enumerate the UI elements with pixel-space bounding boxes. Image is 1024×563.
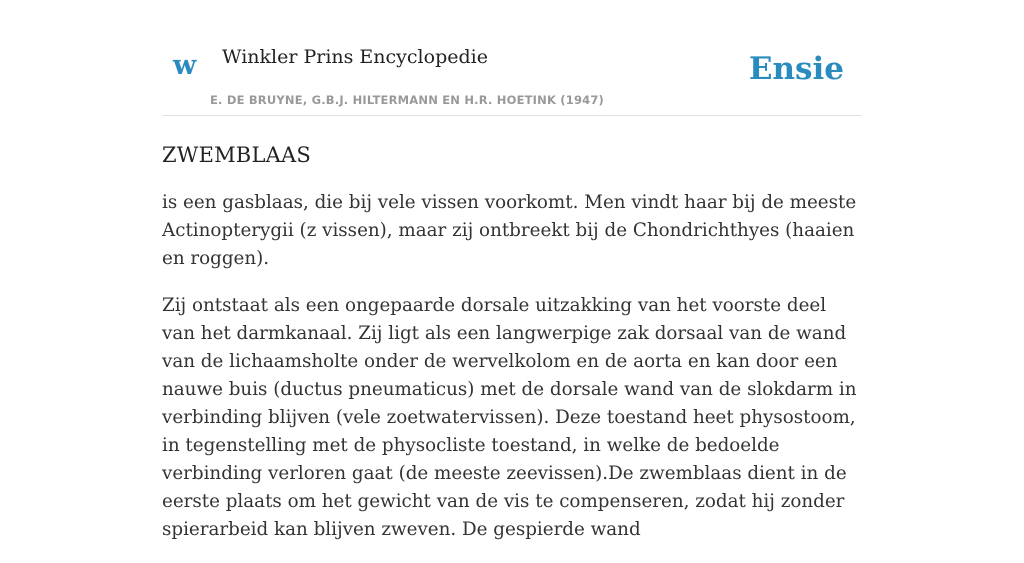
page (162, 0, 862, 563)
source-authors: E. DE BRUYNE, G.B.J. HILTERMANN EN H.R. HOETINK (1947) (210, 93, 605, 107)
article-title: ZWEMBLAAS (162, 143, 311, 167)
article-paragraph: is een gasblaas, die bij vele vissen voorkomt. Men vindt haar bij de meeste Actinopterygii (z vissen), maar zij ontbreekt bij de Chondrichthyes (haaien en roggen). (162, 192, 857, 270)
ensie-logo-link[interactable]: Ensie (748, 51, 844, 87)
source-title[interactable]: Winkler Prins Encyclopedie (222, 46, 488, 68)
source-logo-icon[interactable]: w (173, 50, 197, 81)
source-header (162, 0, 862, 116)
article-body (162, 189, 862, 544)
article-paragraph: Zij ontstaat als een ongepaarde dorsale uitzakking van het voorste deel van het darmkanaal. Zij ligt als een langwerpige zak dorsaal van de wand van de lichaamsholte onder de wervelkolom en de aorta en kan door een nauwe buis (ductus pneumaticus) met de dorsale wand van de slokdarm in verbinding blijven (vele zoetwatervissen). Deze toestand heet physostoom, in tegenstelling met de physocliste toestand, in welke de bedoelde verbinding verloren gaat (de meeste zeevissen).De zwemblaas dient in de eerste plaats om het gewicht van de vis te compenseren, zodat hij zonder spierarbeid kan blijven zweven. De gespierde wand (162, 295, 857, 541)
